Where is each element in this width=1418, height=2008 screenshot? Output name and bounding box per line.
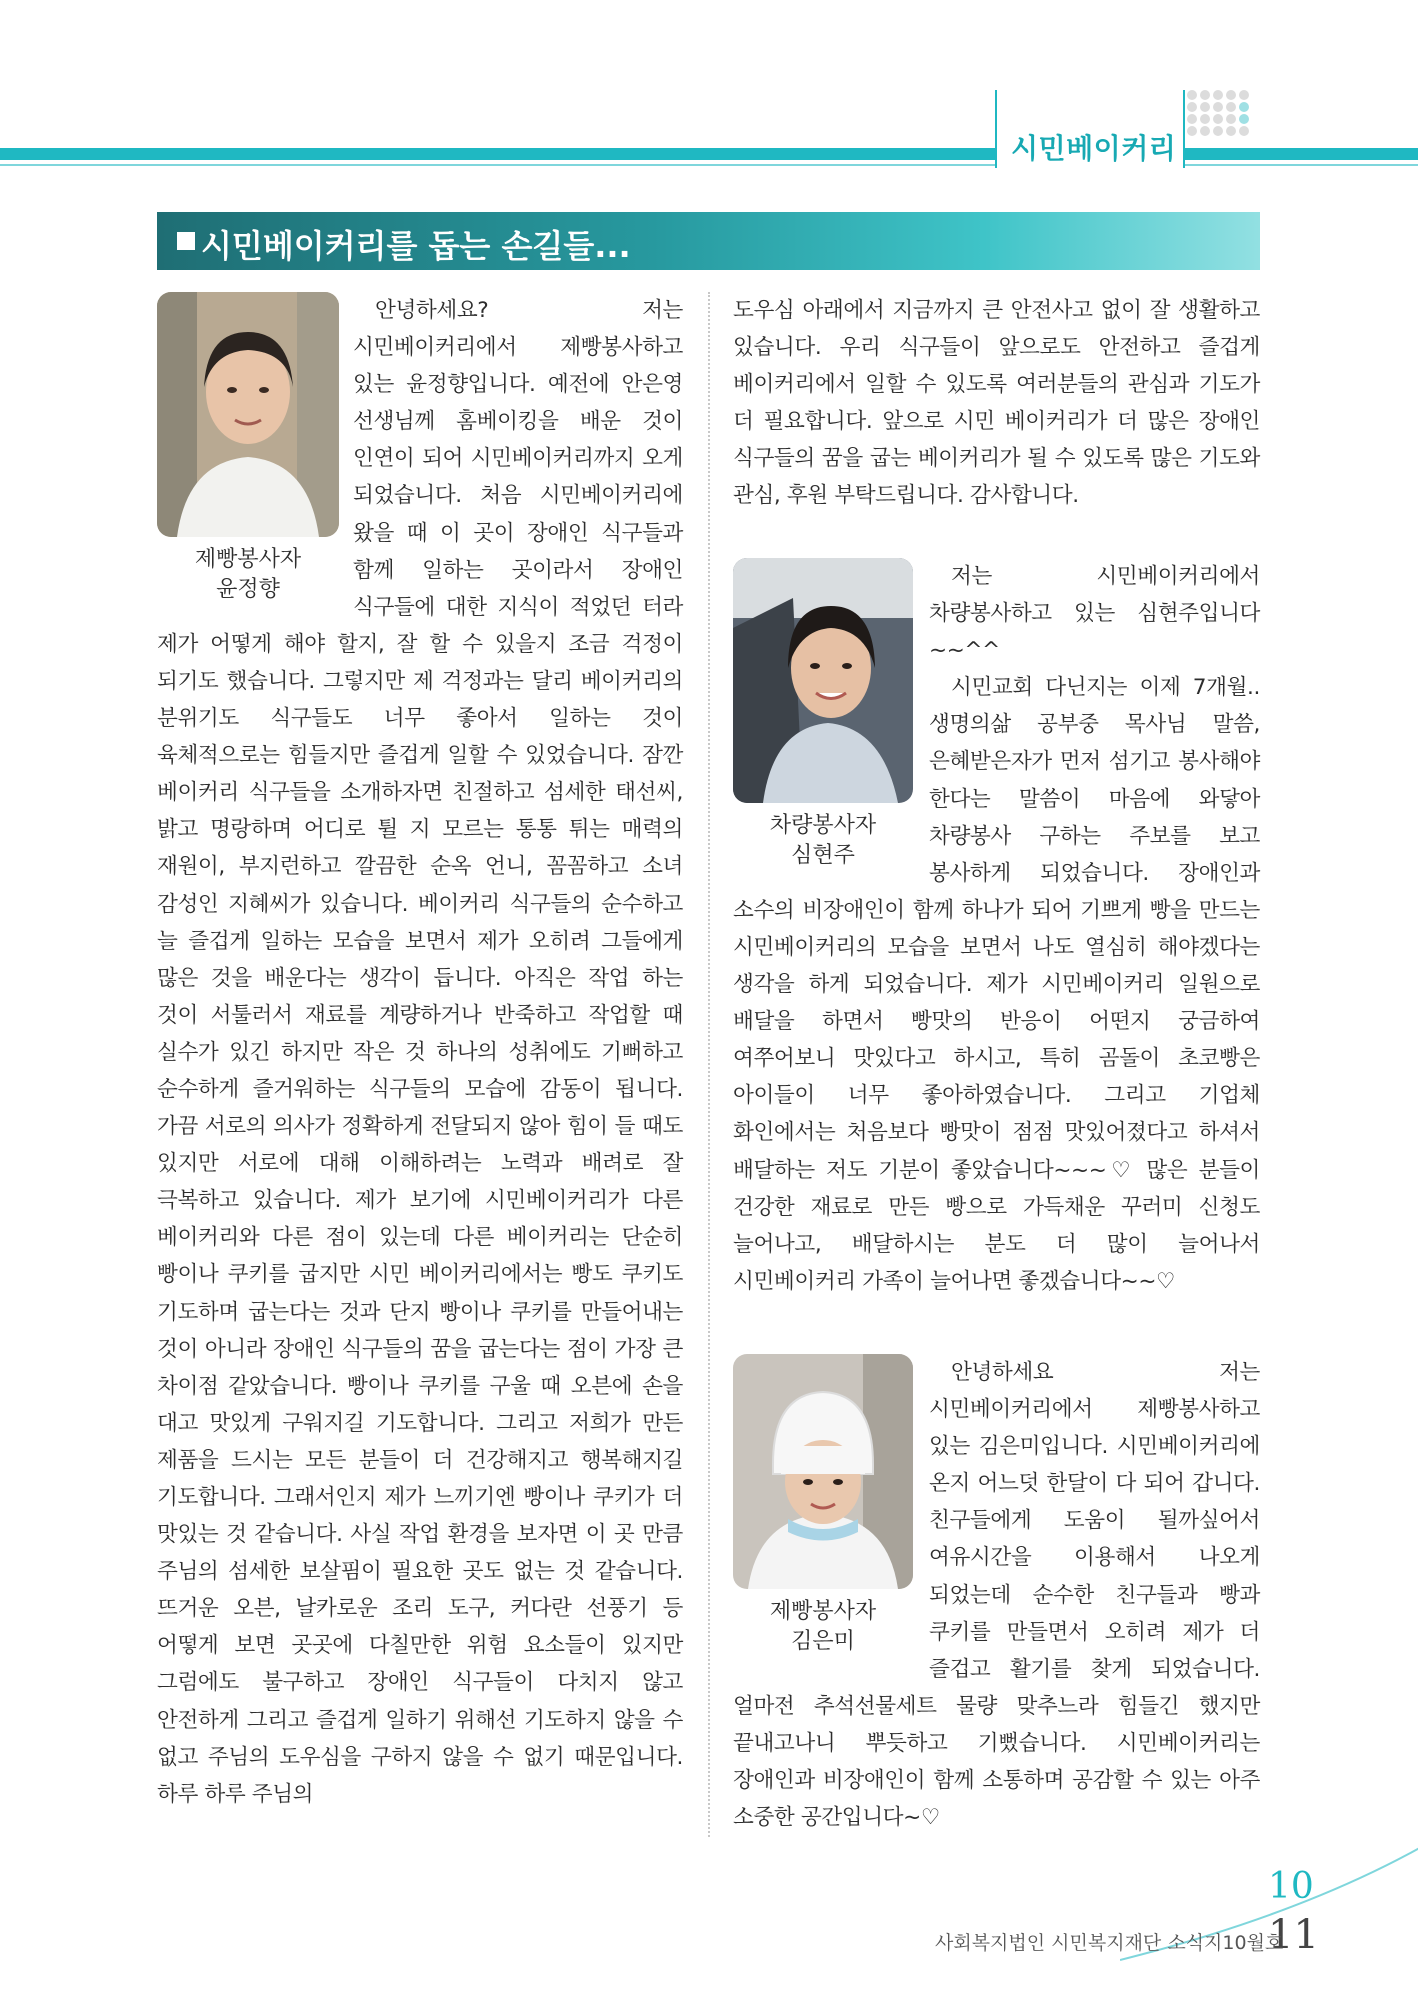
volunteer-photo [733,1354,913,1589]
article-body: 시민교회 다닌지는 이제 7개월.. 생명의삶 공부중 목사님 말씀, 은혜받은자가 먼저 섬기고 봉사해야 한다는 말씀이 마음에 와닿아 차량봉사 구하는 주보를 보고 봉사하게 되었습니다. 장애인과 소수의 비장애인이 함께 하나가 되어 기쁘게 빵을 만드는 시민베이커리의 모습을 보면서 나도 열심히 해야겠다는 생각을 하게 되었습니다. 제가 시민베이커리 일원으로 배달을 하면서 빵맛의 반응이 어떤지 궁금하여 여쭈어보니 맛있다고 하시고, 특히 곰돌이 초코빵은 아이들이 너무 좋아하였습니다. 그리고 기업체 화인에서는 처음보다 빵맛이 점점 맛있어졌다고 하셔서 배달하는 저도 기분이 좋았습니다~~~♡ 많은 분들이 건강한 재료로 만든 빵으로 가득채운 꾸러미 신청도 늘어나고, 배달하시는 분도 더 많이 늘어나서 시민베이커리 가족이 늘어나면 좋겠습니다~~♡ [733,675,1260,1294]
left-column [157,292,683,1813]
portrait-image [157,292,339,537]
heading-title: 시민베이커리를 돕는 손길들... [201,227,631,265]
column-divider [708,292,710,1837]
dot [1226,114,1236,124]
dot [1200,114,1210,124]
dot [1213,90,1223,100]
dot [1187,114,1197,124]
dot [1239,90,1249,100]
section-label: 시민베이커리 [1011,132,1177,165]
tab-divider-right [1183,90,1185,168]
dot [1226,126,1236,136]
dot [1200,126,1210,136]
square-bullet-icon [177,232,195,250]
caption-name: 심현주 [791,843,855,868]
volunteer-photo [733,558,913,803]
right-column [733,292,1260,515]
dot [1187,90,1197,100]
decorative-dots [1187,90,1257,140]
article-body: 안녕하세요 저는 시민베이커리에서 제빵봉사하고 있는 김은미입니다. 시민베이커리에 온지 어느덧 한달이 다 되어 갑니다. 친구들에게 도움이 될까싶어서 여유시간을 이용해서 나오게 되었는데 순수한 친구들과 빵과 쿠키를 만들면서 오히려 제가 더 즐겁고 활기를 찾게 되었습니다. 얼마전 추석선물세트 물량 맞추느라 힘들긴 했지만 끝내고나니 뿌듯하고 기뻤습니다. 시민베이커리는 장애인과 비장애인이 함께 소통하며 공감할 수 있는 아주 소중한 공간입니다~♡ [733,1360,1260,1831]
photo-caption [733,811,913,871]
portrait-image [733,558,913,803]
dot [1187,126,1197,136]
dot [1239,102,1249,112]
dot [1213,114,1223,124]
dot [1239,126,1249,136]
dot [1226,102,1236,112]
right-article-3 [733,1354,1260,1836]
volunteer-photo-block [733,1354,913,1657]
photo-caption [157,545,339,605]
portrait-image [733,1354,913,1589]
article-body: 안녕하세요? 저는 시민베이커리에서 제빵봉사하고 있는 윤정향입니다. 예전에 안은영 선생님께 홈베이킹을 배운 것이 인연이 되어 시민베이커리까지 오게 되었습니다. 처음 시민베이커리에 왔을 때 이 곳이 장애인 식구들과 함께 일하는 곳이라서 장애인 식구들에 대한 지식이 적었던 터라 제가 어떻게 해야 할지, 잘 할 수 있을지 조금 걱정이 되기도 했습니다. 그렇지만 제 걱정과는 달리 베이커리의 분위기도 식구들도 너무 좋아서 일하는 것이 육체적으로는 힘들지만 즐겁게 일할 수 있었습니다. 잠깐 베이커리 식구들을 소개하자면 친절하고 섬세한 태선씨, 밝고 명랑하며 어디로 튈 지 모르는 통통 튀는 매력의 재원이, 부지런하고 깔끔한 순옥 언니, 꼼꼼하고 소녀 감성인 지혜씨가 있습니다. 베이커리 식구들의 순수하고 늘 즐겁게 일하는 모습을 보면서 제가 오히려 그들에게 많은 것을 배운다는 생각이 듭니다. 아직은 작업 하는 것이 서툴러서 재료를 계량하거나 반죽하고 작업할 때 실수가 있긴 하지만 작은 것 하나의 성취에도 기뻐하고 순수하게 즐거워하는 식구들의 모습에 감동이 됩니다. 가끔 서로의 의사가 정확하게 전달되지 않아 힘이 들 때도 있지만 서로에 대해 이해하려는 노력과 배려로 잘 극복하고 있습니다. 제가 보기에 시민베이커리가 다른 베이커리와 다른 점이 있는데 다른 베이커리는 단순히 빵이나 쿠키를 굽지만 시민 베이커리에서는 빵도 쿠키도 기도하며 굽는다는 것과 단지 빵이나 쿠키를 만들어내는 것이 아니라 장애인 식구들의 꿈을 굽는다는 점이 가장 큰 차이점 같았습니다. 빵이나 쿠키를 구울 때 오븐에 손을 대고 맛있게 구워지길 기도합니다. 그리고 저희가 만든 제품을 드시는 모든 분들이 더 건강해지고 행복해지길 기도합니다. 그래서인지 제가 느끼기엔 빵이나 쿠키가 더 맛있는 것 같습니다. 사실 작업 환경을 보자면 이 곳 만큼 주님의 섬세한 보살핌이 필요한 곳도 없는 것 같습니다. 뜨거운 오븐, 날카로운 조리 도구, 커다란 선풍기 등 어떻게 보면 곳곳에 다칠만한 위험 요소들이 있지만 그럼에도 불구하고 장애인 식구들이 다치지 않고 안전하게 그리고 즐겁게 일하기 위해선 기도하지 않을 수 없고 주님의 도우심을 구하지 않을 수 없기 때문입니다. 하루 하루 주님의 [157,298,683,1807]
volunteer-photo [157,292,339,537]
dot [1213,102,1223,112]
header-band-line [0,164,1418,166]
article-body-continued: 도우심 아래에서 지금까지 큰 안전사고 없이 잘 생활하고 있습니다. 우리 식구들이 앞으로도 안전하고 즐겁게 베이커리에서 일할 수 있도록 여러분들의 관심과 기도가 더 필요합니다. 앞으로 시민 베이커리가 더 많은 장애인 식구들의 꿈을 굽는 베이커리가 될 수 있도록 많은 기도와 관심, 후원 부탁드립니다. 감사합니다. [733,298,1260,509]
caption-name: 윤정향 [216,577,280,602]
right-article-2 [733,558,1260,1300]
header-band [0,148,1418,160]
article-intro: 저는 시민베이커리에서 차량봉사하고 있는 심현주입니다~~^^ [929,564,1260,664]
dot [1226,90,1236,100]
volunteer-photo-block [733,558,913,871]
tab-divider [995,90,997,118]
caption-role: 제빵봉사자 [194,547,302,572]
caption-role: 차량봉사자 [769,813,877,838]
caption-name: 김은미 [791,1629,855,1654]
dot [1239,114,1249,124]
section-tab [995,118,1183,168]
dot [1200,102,1210,112]
caption-role: 제빵봉사자 [769,1599,877,1624]
page-number-right: 11 [1268,1912,1319,1958]
page-number-left: 10 [1268,1866,1314,1907]
dot [1213,126,1223,136]
photo-caption [733,1597,913,1657]
dot [1187,102,1197,112]
volunteer-photo-block [157,292,339,605]
dot [1200,90,1210,100]
article-heading [157,212,1260,270]
publication-name: 사회복지법인 시민복지재단 소식지10월호 [935,1932,1284,1954]
